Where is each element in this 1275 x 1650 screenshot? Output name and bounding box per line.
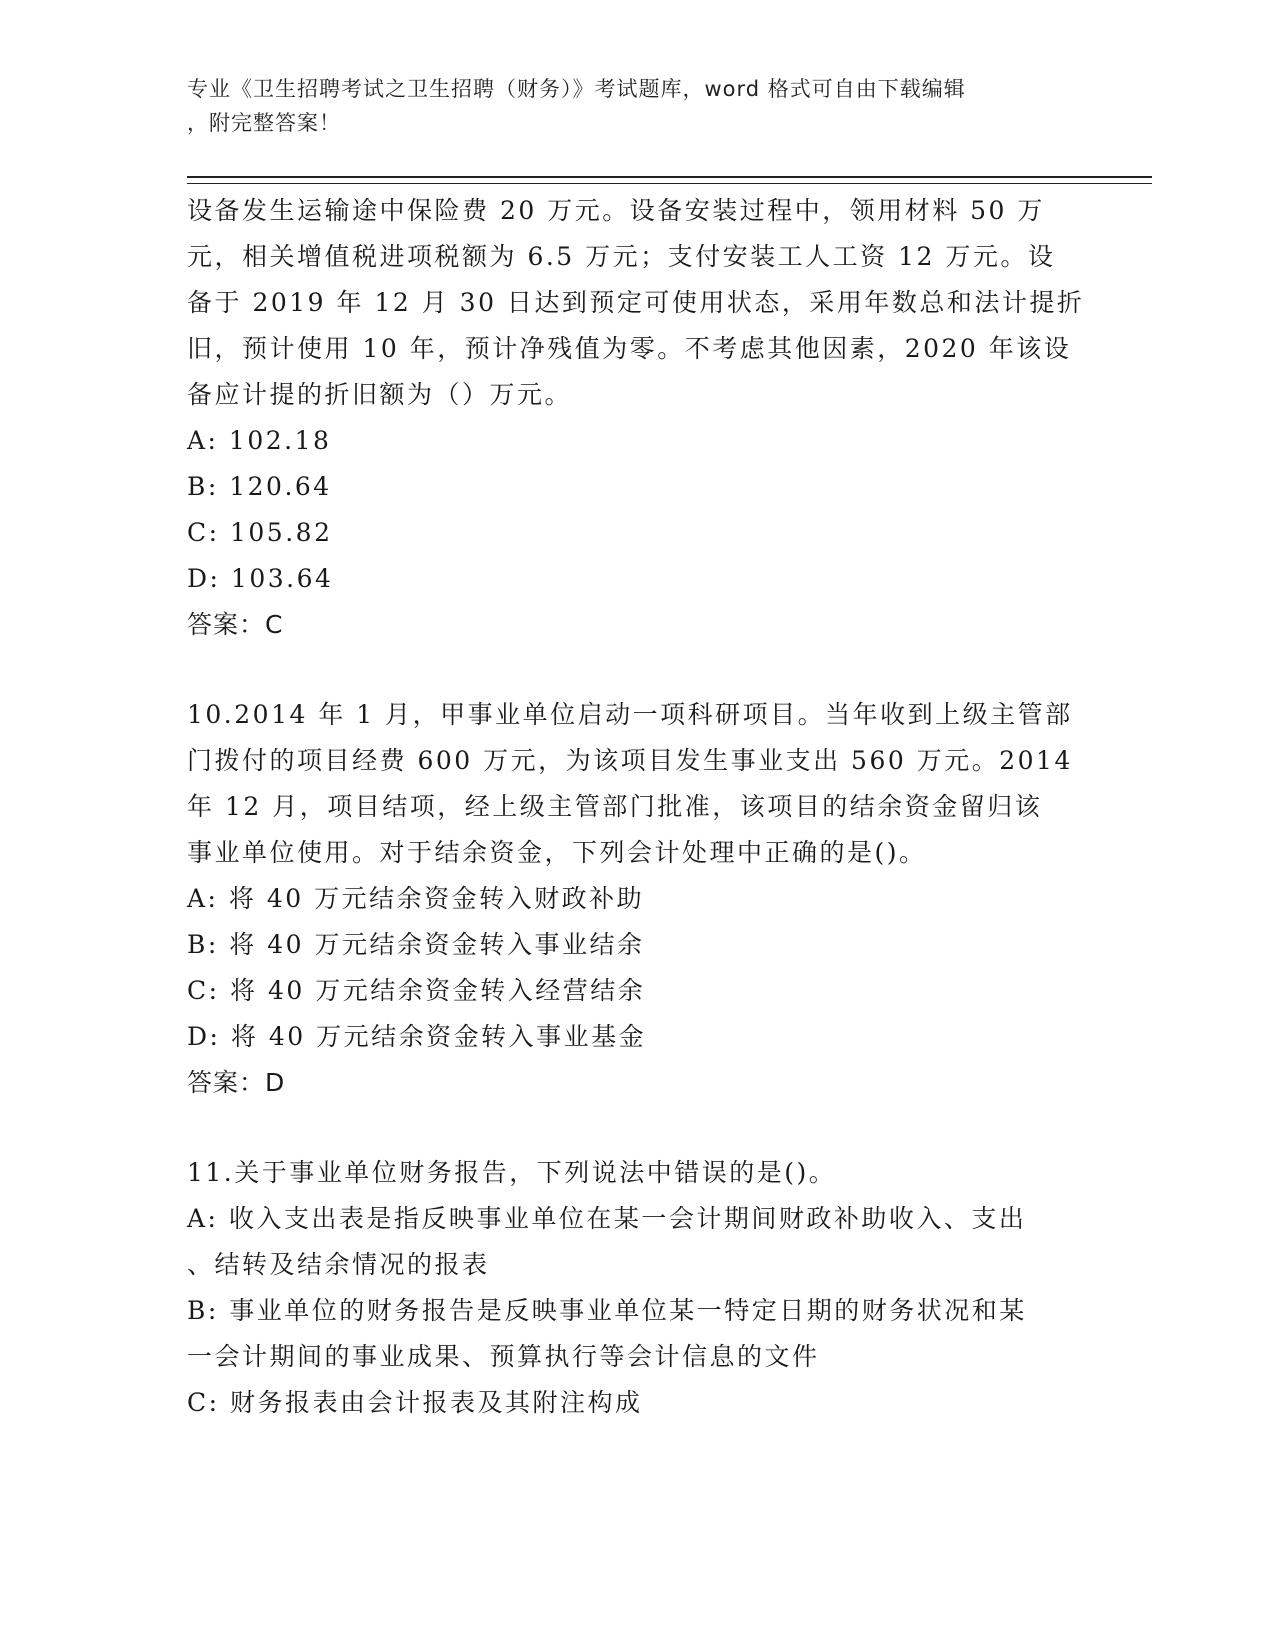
header-title-line-2: ，附完整答案！ (187, 111, 341, 135)
option-b-line: 一会计期间的事业成果、预算执行等会计信息的文件 (187, 1342, 820, 1371)
option-a-line: A: 收入支出表是指反映事业单位在某一会计期间财政补助收入、支出 (187, 1204, 1027, 1233)
option-b-line: B: 事业单位的财务报告是反映事业单位某一特定日期的财务状况和某 (187, 1296, 1027, 1325)
question-stem-line: 10.2014 年 1 月，甲事业单位启动一项科研项目。当年收到上级主管部 (187, 700, 1073, 729)
question-stem-line: 设备发生运输途中保险费 20 万元。设备安装过程中，领用材料 50 万 (187, 196, 1045, 225)
option-b: B: 120.64 (187, 472, 332, 501)
question-stem-line: 备应计提的折旧额为（）万元。 (187, 380, 573, 409)
header-title-line-1: 专业《卫生招聘考试之卫生招聘（财务）》考试题库，word 格式可自由下载编辑 (187, 77, 966, 101)
question-stem-line: 年 12 月，项目结项，经上级主管部门批准，该项目的结余资金留归该 (187, 792, 1043, 821)
option-c: C: 将 40 万元结余资金转入经营结余 (187, 976, 646, 1005)
question-stem-line: 备于 2019 年 12 月 30 日达到预定可使用状态，采用年数总和法计提折 (187, 288, 1085, 317)
option-c: C: 财务报表由会计报表及其附注构成 (187, 1388, 643, 1417)
page-header (187, 72, 1067, 140)
question-11 (187, 1150, 1087, 1426)
header-divider (187, 176, 1152, 184)
option-a: A: 102.18 (187, 426, 332, 455)
option-a-line: 、结转及结余情况的报表 (187, 1250, 490, 1279)
spacer (187, 648, 1087, 692)
document-body (187, 188, 1087, 1426)
spacer (187, 1106, 1087, 1150)
option-a: A: 将 40 万元结余资金转入财政补助 (187, 884, 645, 913)
answer-label: 答案：C (187, 610, 284, 639)
question-stem-line: 旧，预计使用 10 年，预计净残值为零。不考虑其他因素，2020 年该设 (187, 334, 1072, 363)
option-b: B: 将 40 万元结余资金转入事业结余 (187, 930, 645, 959)
question-stem-line: 元，相关增值税进项税额为 6.5 万元；支付安装工人工资 12 万元。设 (187, 242, 1056, 271)
option-d: D: 103.64 (187, 564, 334, 593)
question-stem-line: 11.关于事业单位财务报告，下列说法中错误的是()。 (187, 1158, 837, 1187)
answer-label: 答案：D (187, 1068, 286, 1097)
question-stem-line: 门拨付的项目经费 600 万元，为该项目发生事业支出 560 万元。2014 (187, 746, 1073, 775)
question-10 (187, 692, 1087, 1106)
option-c: C: 105.82 (187, 518, 333, 547)
option-d: D: 将 40 万元结余资金转入事业基金 (187, 1022, 647, 1051)
question-stem-line: 事业单位使用。对于结余资金，下列会计处理中正确的是()。 (187, 838, 927, 867)
question-9 (187, 188, 1087, 648)
